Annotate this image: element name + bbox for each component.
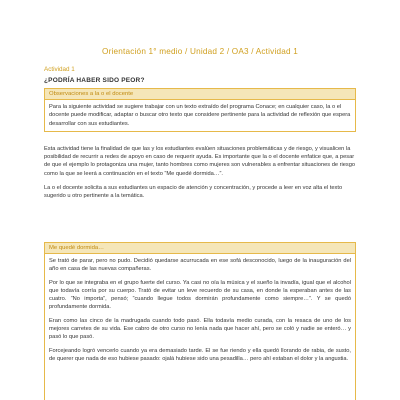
document-title: Orientación 1° medio / Unidad 2 / OA3 / Actividad 1 <box>102 47 298 56</box>
observations-text: Para la siguiente actividad se sugiere trabajar con un texto extraído del programa Conace; en cualquier caso, la o el docente puede modificar, adaptar o buscar otro texto que considere pertinente para la actividad de reflexión que espera desarrollar con sus estudiantes. <box>49 104 351 127</box>
story-paragraph: Por lo que se integraba en el grupo fuerte del curso. Ya casi no oía la música y el sueño la invadía, igual que el alcohol que todavía corría por su cuerpo. Trató de evitar un leve recuerdo de su casa, en donde la esperaban antes de las cuatro. “No importa”, pensó; “cuando llegue todos dormirán profundamente como siempre…”. Y se quedó profundamente dormida. <box>49 279 351 311</box>
body-paragraph-1: Esta actividad tiene la finalidad de que las y los estudiantes evalúen situaciones problemáticas y de riesgo, y visualicen la posibilidad de recurrir a redes de apoyo en caso de requerir ayuda. Es importante que la o el docente enfatice que, a pesar de que el ejemplo lo protagoniza una mujer, tanto hombres como mujeres son vulnerables a enfrentar situaciones de riesgo como la que se leerá a continuación en el texto “Me quedé dormida…”. <box>44 145 356 177</box>
story-paragraph: Se trató de parar, pero no pudo. Decidió quedarse acurrucada en ese sofá desconocido, luego de la inauguración del año en casa de las nuevas compañeras. <box>49 258 351 273</box>
story-box <box>44 242 356 400</box>
story-paragraph: Forcejeando logró vencerlo cuando ya era demasiado tarde. El se fue riendo y ella quedó llorando de rabia, de susto, de querer que nada de eso hubiese pasado: ojalá hubiese sido una pesadilla… pero ahí estaban el dolor y la angustia. <box>49 347 351 362</box>
story-paragraph: Eran como las cinco de la madrugada cuando todo pasó. Ella todavía medio curada, con la resaca de uno de los mejores carretes de su vida. Ese cabro de otro curso no lenía nada que hacer ahí, pero se coló y nadie se enteró… y pasó lo que pasó. <box>49 317 351 341</box>
story-heading: Me quedé dormida… <box>45 243 355 254</box>
activity-question: ¿PODRÍA HABER SIDO PEOR? <box>44 77 145 84</box>
activity-label: Actividad 1 <box>44 66 75 73</box>
story-content <box>45 254 355 371</box>
observations-box <box>44 88 356 132</box>
body-paragraph-2: La o el docente solicita a sus estudiantes un espacio de atención y concentración, y procede a leer en voz alta el texto sugerido u otro pertinente a la temática. <box>44 185 343 200</box>
observations-heading: Observaciones a la o el docente <box>45 89 355 100</box>
